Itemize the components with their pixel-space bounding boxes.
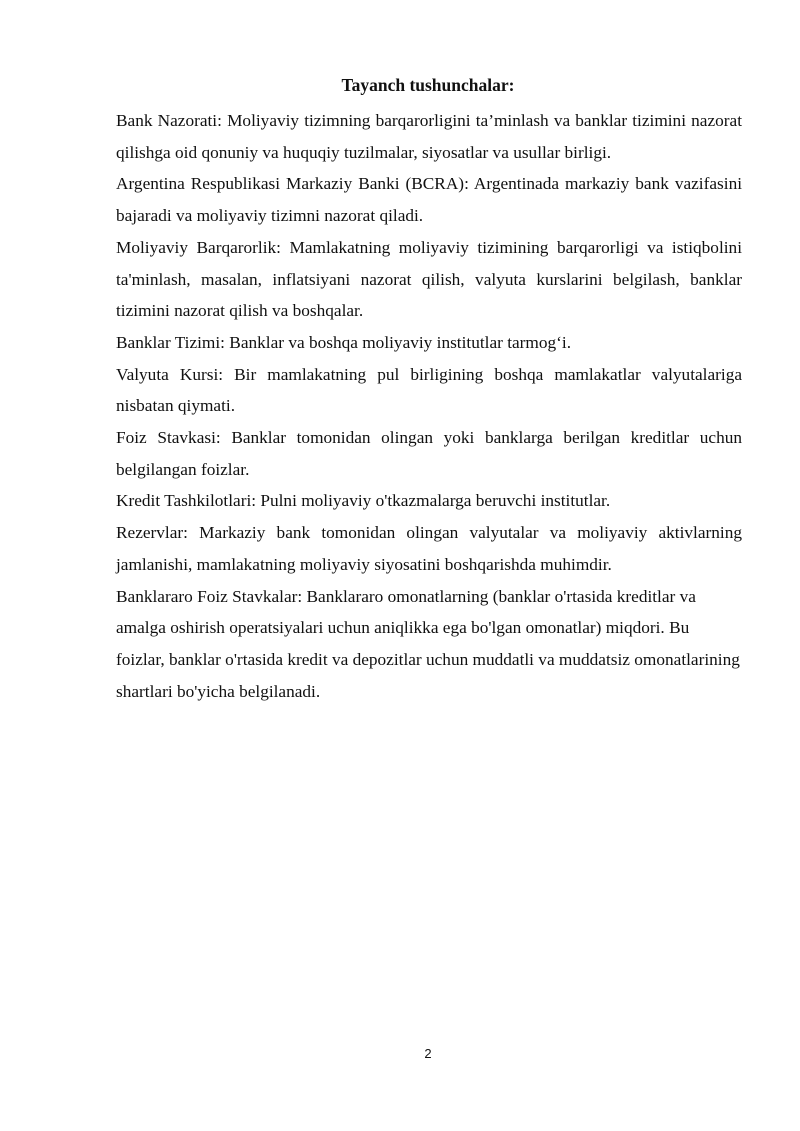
definition-term: Argentina Respublikasi Markaziy Banki (BCRA): bbox=[116, 174, 469, 194]
definition-banklar-tizimi bbox=[116, 327, 742, 359]
page-number: 2 bbox=[424, 1046, 432, 1061]
definition-text: Markaziy bank tomonidan olingan valyutalar va moliyaviy aktivlarning jamlanishi, mamlakatning moliyaviy siyosatini boshqarishda muhimdir. bbox=[116, 523, 742, 574]
definition-text: Banklar va boshqa moliyaviy institutlar tarmog‘i. bbox=[224, 332, 572, 352]
definition-term: Valyuta Kursi: bbox=[116, 364, 224, 384]
definition-valyuta-kursi bbox=[116, 359, 742, 422]
definition-term: Rezervlar: bbox=[116, 523, 188, 543]
definition-bcra bbox=[116, 168, 742, 231]
definition-bank-nazorati bbox=[116, 105, 742, 168]
page-title: Tayanch tushunchalar: bbox=[341, 75, 515, 95]
definition-kredit-tashkilotlari bbox=[116, 485, 742, 517]
definition-term: Bank Nazorati: bbox=[116, 111, 222, 130]
definition-term: Banklararo Foiz Stavkalar: bbox=[116, 586, 303, 606]
definition-term: Kredit Tashkilotlari: bbox=[116, 491, 257, 511]
definition-term: Foiz Stavkasi: bbox=[116, 428, 221, 448]
definition-foiz-stavkasi bbox=[116, 422, 742, 485]
definition-text: Bir mamlakatning pul birligining boshqa mamlakatlar valyutalariga nisbatan qiymati. bbox=[116, 364, 743, 416]
definitions-list bbox=[116, 105, 742, 707]
definition-moliyaviy-barqarorlik bbox=[116, 232, 742, 327]
definition-text: Banklararo omonatlarning (banklar o'rtasida kreditlar va amalga oshirish operatsiyalari uchun aniqlikka ega bo'lgan omonatlar) miqdori. Bu foizlar, banklar o'rtasida kredit va depozitlar uchun muddatli va muddatsiz omonatlarining shartlari bo'yicha belgilanadi. bbox=[116, 586, 740, 701]
definition-text: Mamlakatning moliyaviy tizimining barqarorligi va istiqbolini ta'minlash, masalan, inflatsiyani nazorat qilish, valyuta kurslarini belgilash, banklar tizimini nazorat qilish va boshqalar. bbox=[116, 237, 742, 321]
definition-term: Banklar Tizimi: bbox=[116, 332, 225, 352]
definition-text: Argentinada markaziy bank vazifasini bajaradi va moliyaviy tizimni nazorat qiladi. bbox=[116, 174, 743, 226]
definition-term: Moliyaviy Barqarorlik: bbox=[116, 237, 281, 257]
definition-text: Banklar tomonidan olingan yoki banklarga berilgan kreditlar uchun belgilangan foizlar. bbox=[116, 428, 742, 479]
definition-text: Pulni moliyaviy o'tkazmalarga beruvchi institutlar. bbox=[256, 491, 611, 511]
definition-text: Moliyaviy tizimning barqarorligini ta’minlash va banklar tizimini nazorat qilishga oid qonuniy va huquqiy tuzilmalar, siyosatlar va usullar birligi. bbox=[116, 111, 742, 162]
definition-banklararo-foiz-stavkalar bbox=[116, 581, 742, 708]
definition-rezervlar bbox=[116, 517, 742, 580]
